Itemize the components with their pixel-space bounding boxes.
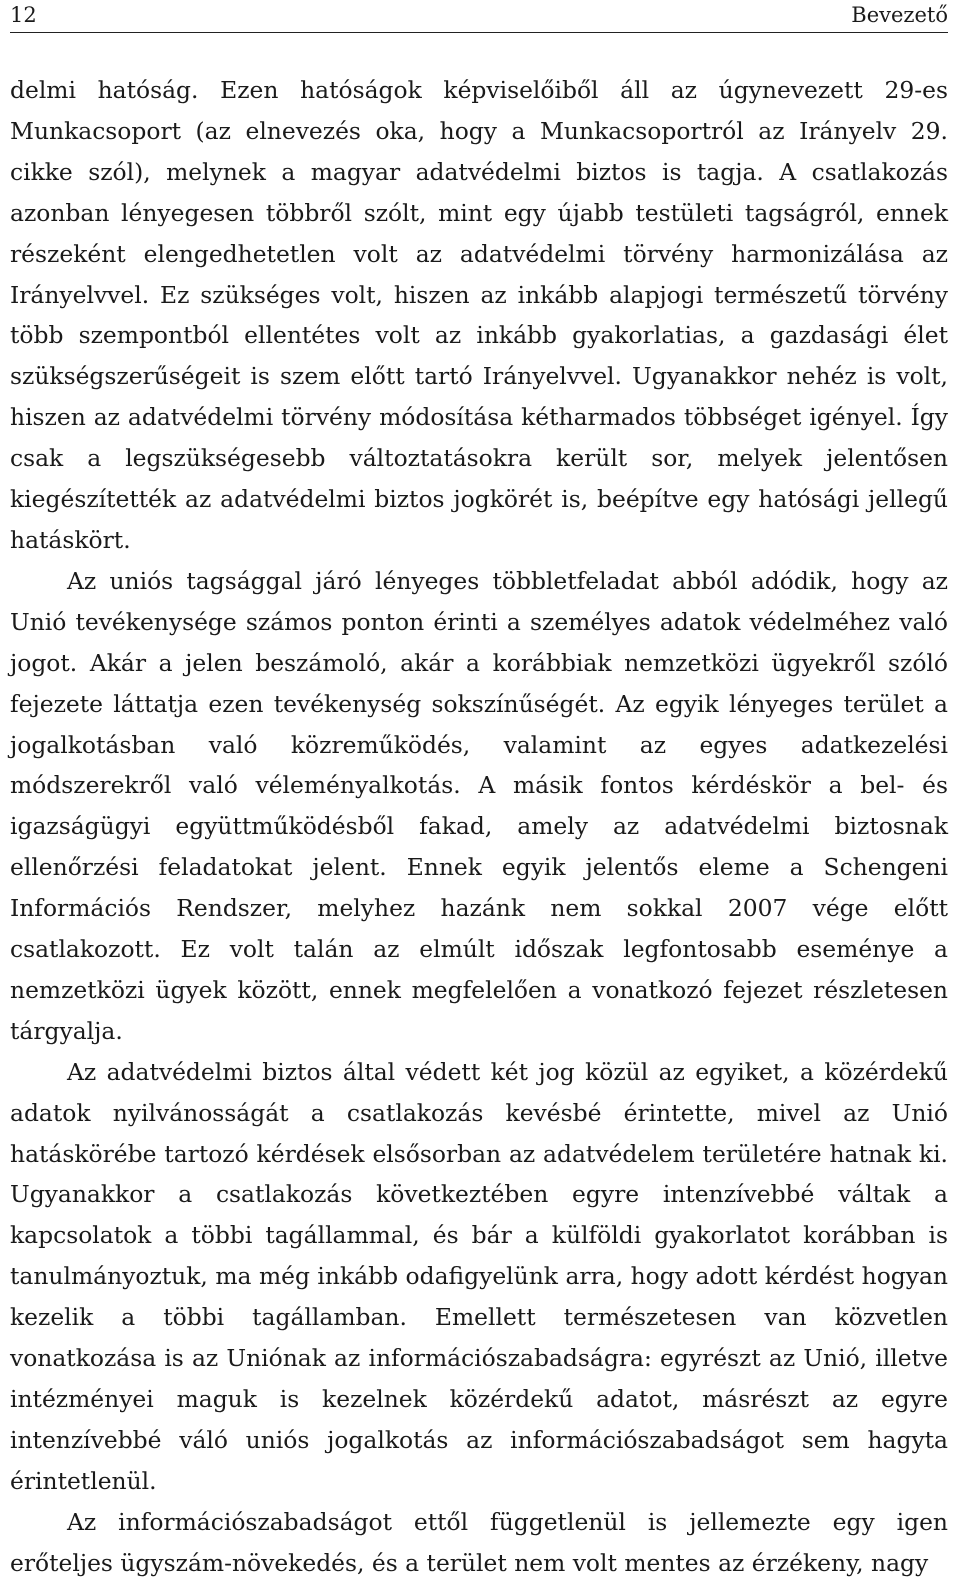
page-number: 12 <box>10 3 37 27</box>
section-title: Bevezető <box>851 3 948 27</box>
paragraph: Az információszabadságot ettől függetlenül is jellemezte egy igen erőteljes ügyszám-növekedés, és a terület nem volt mentes az érzékeny, nagy <box>10 1507 948 1577</box>
body-text <box>10 70 948 1584</box>
paragraph: delmi hatóság. Ezen hatóságok képviselőiből áll az úgynevezett 29-es Munkacsoport (az elnevezés oka, hogy a Munkacsoportról az Irányelv 29. cikke szól), melynek a magyar adatvédelmi biztos is tagja. A csatlakozás azonban lényegesen többről szólt, mint egy újabb testületi tagságról, ennek részeként elengedhetetlen volt az adatvédelmi törvény harmonizálása az Irányelvvel. Ez szükséges volt, hiszen az inkább alapjogi természetű törvény több szempontból ellentétes volt az inkább gyakorlatias, a gazdasági élet szükségszerűségeit is szem előtt tartó Irányelvvel. Ugyanakkor nehéz is volt, hiszen az adatvédelmi törvény módosítása kétharmados többséget igényel. Így csak a legszükségesebb változtatásokra került sor, melyek jelentősen kiegészítették az adatvédelmi biztos jogkörét is, beépítve egy hatósági jellegű hatáskört. <box>10 76 948 554</box>
running-header <box>10 0 948 33</box>
paragraph: Az adatvédelmi biztos által védett két jog közül az egyiket, a közérdekű adatok nyilvánosságát a csatlakozás kevésbé érintette, mivel az Unió hatáskörébe tartozó kérdések elsősorban az adatvédelem területére hatnak ki. Ugyanakkor a csatlakozás következtében egyre intenzívebbé váltak a kapcsolatok a többi tagállammal, és bár a külföldi gyakorlatot korábban is tanulmányoztuk, ma még inkább odafigyelünk arra, hogy adott kérdést hogyan kezelik a többi tagállamban. Emellett természetesen van közvetlen vonatkozása is az Uniónak az információszabadságra: egyrészt az Unió, illetve intézményei maguk is kezelnek közérdekű adatot, másrészt az egyre intenzívebbé váló uniós jogalkotás az információszabadságot sem hagyta érintetlenül. <box>10 1057 948 1495</box>
paragraph: Az uniós tagsággal járó lényeges többletfeladat abból adódik, hogy az Unió tevékenysége számos ponton érinti a személyes adatok védelméhez való jogot. Akár a jelen beszámoló, akár a korábbiak nemzetközi ügyekről szóló fejezete láttatja ezen tevékenység sokszínűségét. Az egyik lényeges terület a jogalkotásban való közreműködés, valamint az egyes adatkezelési módszerekről való véleményalkotás. A másik fontos kérdéskör a bel- és igazságügyi együttműködésből fakad, amely az adatvédelmi biztosnak ellenőrzési feladatokat jelent. Ennek egyik jelentős eleme a Schengeni Információs Rendszer, melyhez hazánk nem sokkal 2007 vége előtt csatlakozott. Ez volt talán az elmúlt időszak legfontosabb eseménye a nemzetközi ügyek között, ennek megfelelően a vonatkozó fejezet részletesen tárgyalja. <box>10 566 948 1045</box>
